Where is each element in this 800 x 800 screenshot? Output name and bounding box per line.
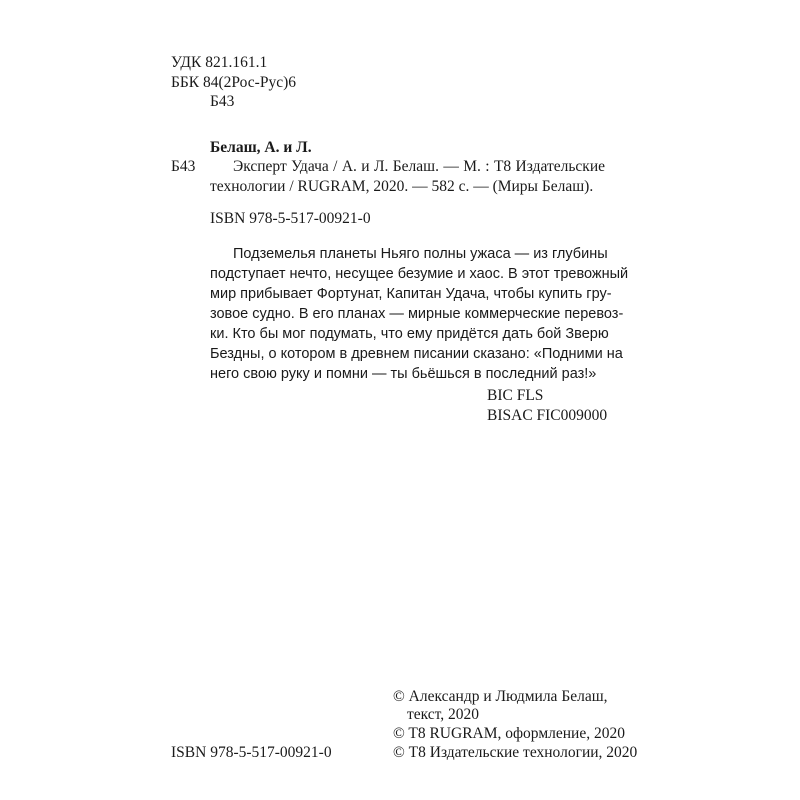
copyright-authors: © Александр и Людмила Белаш, bbox=[393, 688, 608, 705]
copyright-design: © T8 RUGRAM, оформление, 2020 bbox=[393, 725, 625, 742]
annotation-line: Бездны, о котором в древнем писании сказано: «Подними на bbox=[210, 346, 623, 362]
annotation-line: мир прибывает Фортунат, Капитан Удача, чтобы купить гру- bbox=[210, 286, 612, 302]
bisac-code: BISAC FIC009000 bbox=[487, 407, 608, 424]
annotation-line: Подземелья планеты Ньяго полны ужаса — из глубины bbox=[233, 246, 608, 262]
annotation-line: ки. Кто бы мог подумать, что ему придётся дать бой Зверю bbox=[210, 326, 609, 342]
bic-code: BIC FLS bbox=[487, 387, 544, 404]
copyright-text-year: текст, 2020 bbox=[407, 706, 480, 723]
bbk-code: ББК 84(2Рос-Рус)6 bbox=[171, 74, 296, 91]
annotation-line: зовое судно. В его планах — мирные коммерческие перевоз- bbox=[210, 306, 624, 322]
isbn-bottom: ISBN 978-5-517-00921-0 bbox=[171, 744, 332, 761]
udk-code: УДК 821.161.1 bbox=[171, 54, 268, 71]
entry-mark: Б43 bbox=[171, 158, 196, 175]
entry-line-2: технологии / RUGRAM, 2020. — 582 с. — (Миры Белаш). bbox=[210, 178, 594, 195]
entry-heading: Белаш, А. и Л. bbox=[210, 139, 312, 156]
author-mark: Б43 bbox=[210, 93, 235, 110]
entry-line-1: Эксперт Удача / А. и Л. Белаш. — М. : Т8 Издательские bbox=[233, 158, 605, 175]
copyright-publisher: © Т8 Издательские технологии, 2020 bbox=[393, 744, 638, 761]
isbn-top: ISBN 978-5-517-00921-0 bbox=[210, 210, 371, 227]
annotation-line: него свою руку и помни — ты бьёшься в последний раз!» bbox=[210, 366, 597, 382]
annotation-line: подступает нечто, несущее безумие и хаос. В этот тревожный bbox=[210, 266, 629, 282]
